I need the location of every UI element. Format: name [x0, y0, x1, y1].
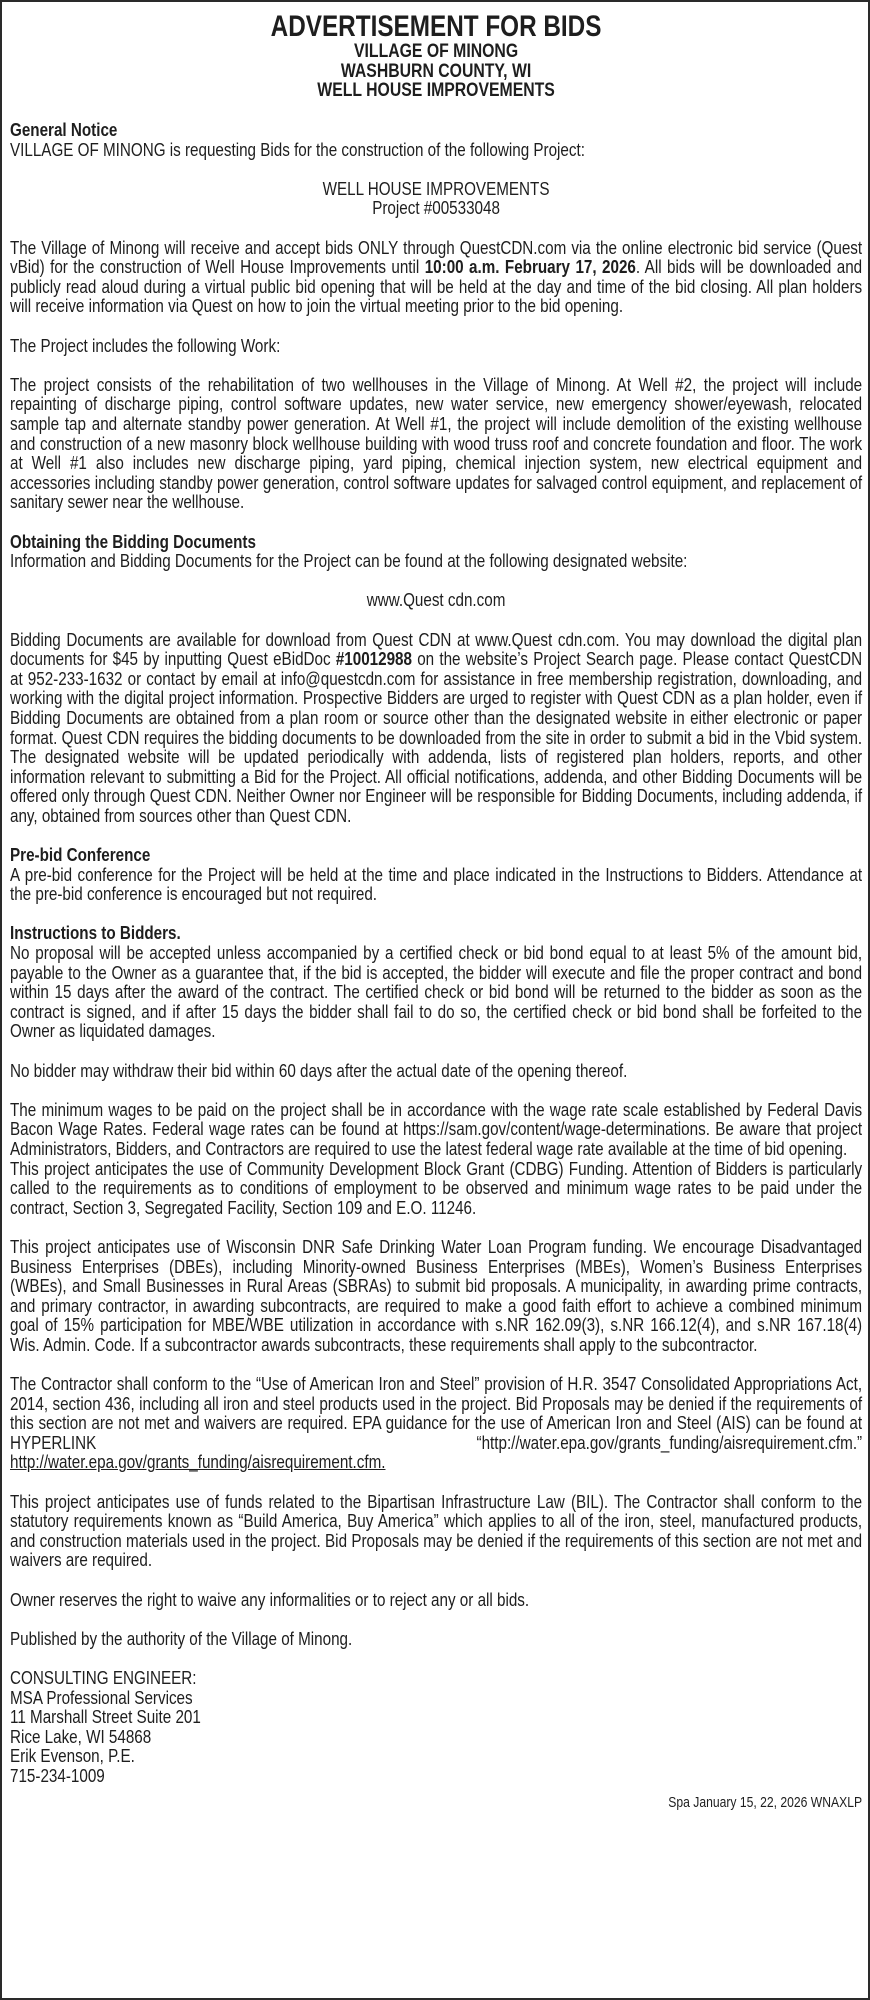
- bil-paragraph: This project anticipates use of funds related to the Bipartisan Infrastructure Law (BIL). The Contractor shall conform to the statutory requirements known as “Build America, Buy America” which applies to all of the iron, steel, manufactured products, and construction materials used in the project. Bid Proposals may be denied if the requirements of this section are not met and waivers are required.: [10, 1490, 863, 1571]
- cdbg-paragraph: This project anticipates the use of Community Development Block Grant (CDBG) Funding. Attention of Bidders is particularly called to the requirements as to conditions of employment to be observed and minimum wage rates to be paid under the contract, Section 3, Segregated Facility, Section 109 and E.O. 11246.: [10, 1157, 863, 1218]
- engineer-phone: 715-234-1009: [10, 1764, 105, 1786]
- engineer-label: CONSULTING ENGINEER:: [10, 1667, 197, 1688]
- bidding-documents-heading: Obtaining the Bidding Documents: [10, 530, 256, 552]
- owner-rights-paragraph: Owner reserves the right to waive any informalities or to reject any or all bids.: [10, 1588, 530, 1610]
- publication-line: Spa January 15, 22, 2026 WNAXLP: [668, 1793, 863, 1811]
- designated-website: www.Quest cdn.com: [366, 589, 506, 611]
- bidding-documents-paragraph: Bidding Documents are available for download from Quest CDN at www.Quest cdn.com. You may download the digital plan documents for $45 by inputting Quest eBidDoc #10012988 on the website’s Project Search page. Please contact QuestCDN at 952-233-1632 or contact by email at info@questcdn.com for assistance in free membership registration, downloading, and working with the digital project information. Prospective Bidders are urged to register with Quest CDN as a plan holder, even if Bidding Documents are obtained from a plan room or source other than the designated website in either electronic or paper format. Quest CDN requires the bidding documents to be downloaded from the site in order to submit a bid in the Vbid system. The designated website will be updated periodically with addenda, lists of registered plan holders, reports, and other information relevant to submitting a Bid for the Project. All official notifications, addenda, and other Bidding Documents will be offered only through Quest CDN. Neither Owner nor Engineer will be responsible for Bidding Documents, including addenda, if any, obtained from sources other than Quest CDN.: [10, 628, 863, 826]
- engineer-city: Rice Lake, WI 54868: [10, 1725, 152, 1747]
- work-intro: The Project includes the following Work:: [10, 334, 281, 356]
- instructions-heading: Instructions to Bidders.: [10, 922, 181, 944]
- general-notice-heading: General Notice: [10, 119, 118, 141]
- county-name: WASHBURN COUNTY, WI: [340, 59, 532, 82]
- epa-ais-link[interactable]: http://water.epa.gov/grants_funding/aisrequirement.cfm.: [10, 1451, 386, 1473]
- wage-paragraph: The minimum wages to be paid on the project shall be in accordance with the wage rate scale established by Federal Davis Bacon Wage Rates. Federal wage rates can be found at https://sam.gov/content/wage-determinations. Be aware that project Administrators, Bidders, and Contractors are required to use the latest federal wage rate available at the time of bid opening.: [10, 1098, 863, 1159]
- engineer-contact: Erik Evenson, P.E.: [10, 1745, 135, 1767]
- project-number: Project #00533048: [372, 197, 500, 219]
- iron-steel-paragraph: The Contractor shall conform to the “Use of American Iron and Steel” provision of H.R. 3547 Consolidated Appropriations Act, 2014, section 436, including all iron and steel products used in the project. Bid Proposals may be denied if the requirements of this section are not met and waivers are required. EPA guidance for the use of American Iron and Steel (AIS) can be found at HYPERLINK “http://water.epa.gov/grants_funding/aisrequirement.cfm.” http://water.epa.gov/grants_funding/aisrequirement.cfm.: [10, 1373, 863, 1473]
- bid-submission-paragraph: The Village of Minong will receive and accept bids ONLY through QuestCDN.com via the online electronic bid service (Quest vBid) for the construction of Well House Improvements until 10:00 a.m. February 17, 2026. All bids will be downloaded and publicly read aloud during a virtual public bid opening that will be held at the day and time of the bid closing. All plan holders will receive information via Quest on how to join the virtual meeting prior to the bid opening.: [10, 236, 863, 317]
- withdrawal-paragraph: No bidder may withdraw their bid within 60 days after the actual date of the opening thereof.: [10, 1059, 628, 1081]
- bid-security-paragraph: No proposal will be accepted unless accompanied by a certified check or bid bond equal to at least 5% of the amount bid, payable to the Owner as a guarantee that, if the bid is accepted, the bidder will execute and file the proper contract and bond within 15 days after the award of the contract. The certified check or bid bond will be returned to the bidder as soon as the contract is signed, and if after 15 days the bidder shall fail to do so, the certified check or bid bond shall be forfeited to the Owner as liquidated damages.: [10, 942, 863, 1042]
- dnr-funding-paragraph: This project anticipates use of Wisconsin DNR Safe Drinking Water Loan Program funding. We encourage Disadvantaged Business Enterprises (DBEs), including Minority-owned Business Enterprises (MBEs), Women’s Business Enterprises (WBEs), and Small Businesses in Rural Areas (SBRAs) to submit bid proposals. A municipality, in awarding prime contracts, and primary contractor, in awarding subcontracts, are required to make a good faith effort to achieve a combined minimum goal of 15% participation for MBE/WBE utilization in accordance with s.NR 162.09(3), s.NR 166.12(4), and s.NR 167.18(4) Wis. Admin. Code. If a subcontractor awards subcontracts, these requirements shall apply to the subcontractor.: [10, 1235, 863, 1355]
- page-title: ADVERTISEMENT FOR BIDS: [270, 10, 602, 43]
- engineer-firm: MSA Professional Services: [10, 1686, 193, 1708]
- project-title: WELL HOUSE IMPROVEMENTS: [317, 79, 555, 101]
- published-by-paragraph: Published by the authority of the Village of Minong.: [10, 1627, 353, 1649]
- bidding-documents-intro: Information and Bidding Documents for the Project can be found at the following designated website:: [10, 550, 688, 572]
- general-notice-intro: VILLAGE OF MINONG is requesting Bids for the construction of the following Project:: [10, 138, 585, 160]
- owner-name: VILLAGE OF MINONG: [354, 40, 519, 62]
- advertisement-body: [10, 12, 862, 1811]
- bid-deadline: 10:00 a.m. February 17, 2026: [424, 256, 636, 278]
- engineer-street: 11 Marshall Street Suite 201: [10, 1706, 201, 1728]
- prebid-heading: Pre-bid Conference: [10, 844, 151, 866]
- prebid-text: A pre-bid conference for the Project will be held at the time and place indicated in the Instructions to Bidders. Attendance at the pre-bid conference is encouraged but not required.: [10, 863, 863, 905]
- work-description: The project consists of the rehabilitation of two wellhouses in the Village of Minong. At Well #2, the project will include repainting of discharge piping, control software updates, new water service, new emergency shower/eyewash, relocated sample tap and alternate standby power generation. At Well #1, the project will include demolition of the existing wellhouse and construction of a new masonry block wellhouse building with wood truss roof and concrete foundation and floor. The work at Well #1 also includes new discharge piping, yard piping, chemical injection system, new electrical equipment and accessories including standby power generation, control software updates for salvaged control equipment, and replacement of sanitary sewer near the wellhouse.: [10, 373, 863, 513]
- ebiddoc-number: #10012988: [335, 648, 412, 670]
- project-name: WELL HOUSE IMPROVEMENTS: [322, 177, 550, 199]
